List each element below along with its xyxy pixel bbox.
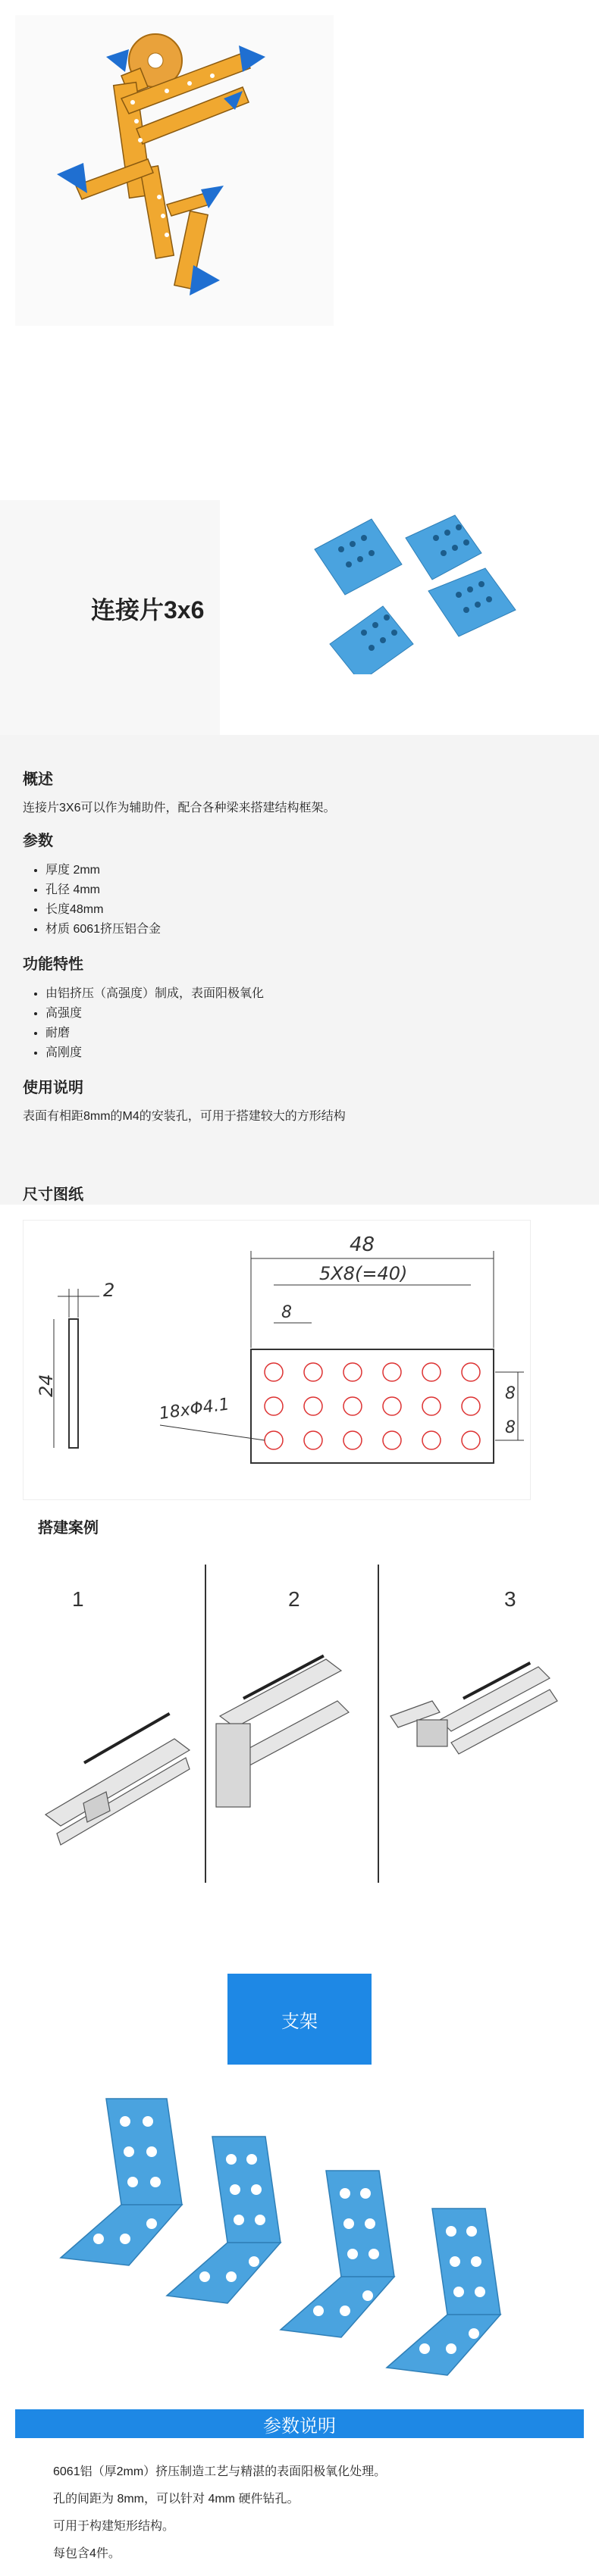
drawing-heading: 尺寸图纸 [23, 1186, 83, 1203]
list-item: • 厚度 2mm [45, 861, 576, 880]
param-line: 每包含4件。 [53, 2547, 121, 2560]
case-number: 2 [288, 1587, 300, 1611]
case-number: 1 [72, 1587, 84, 1611]
case-number: 3 [504, 1587, 516, 1611]
dim-holes: 18xΦ4.1 [158, 1395, 231, 1424]
list-item: • 耐磨 [45, 1024, 576, 1043]
dimension-drawing [23, 1220, 531, 1500]
features-heading: 功能特性 [23, 956, 83, 973]
brackets-image [53, 2068, 546, 2394]
dim-thickness: 2 [103, 1280, 115, 1301]
list-item: • 高强度 [45, 1004, 576, 1024]
dim-pitch: 8 [281, 1303, 292, 1322]
features-list [45, 984, 576, 1063]
dim-side-b: 8 [505, 1418, 516, 1437]
product-title: 连接片3x6 [91, 596, 205, 624]
spec-section [0, 735, 599, 1205]
list-item: • 由铝挤压（高强度）制成，表面阳极氧化 [45, 984, 576, 1004]
params-heading: 参数 [23, 833, 53, 849]
list-item: • 长度48mm [45, 900, 576, 920]
list-item: • 孔径 4mm [45, 880, 576, 900]
hero-robot-image [15, 15, 334, 326]
param-line: 可用于构建矩形结构。 [53, 2520, 175, 2533]
build-cases [38, 1557, 561, 1883]
connector-plates-image [300, 508, 542, 674]
param-line: 孔的间距为 8mm，可以针对 4mm 硬件钻孔。 [53, 2493, 300, 2506]
usage-heading: 使用说明 [23, 1080, 83, 1096]
overview-text: 连接片3X6可以作为辅助件，配合各种梁来搭建结构框架。 [23, 802, 336, 814]
usage-text: 表面有相距8mm的M4的安装孔，可用于搭建较大的方形结构 [23, 1110, 346, 1123]
list-item: • 高刚度 [45, 1043, 576, 1063]
case-illustrations [38, 1625, 561, 1868]
list-item: • 材质 6061挤压铝合金 [45, 920, 576, 939]
dim-spacing: 5X8(=40) [319, 1263, 408, 1284]
overview-heading: 概述 [23, 771, 53, 788]
param-desc-text [53, 2459, 386, 2568]
dim-length: 48 [350, 1233, 375, 1256]
param-desc-heading: 参数说明 [15, 2409, 584, 2438]
dim-side-a: 8 [505, 1384, 516, 1403]
params-list [45, 861, 576, 939]
param-line: 6061铝（厚2mm）挤压制造工艺与精湛的表面阳极氧化处理。 [53, 2465, 387, 2478]
dim-height: 24 [36, 1374, 57, 1397]
cases-heading: 搭建案例 [38, 1520, 99, 1537]
bracket-label-button[interactable]: 支架 [227, 1974, 372, 2065]
